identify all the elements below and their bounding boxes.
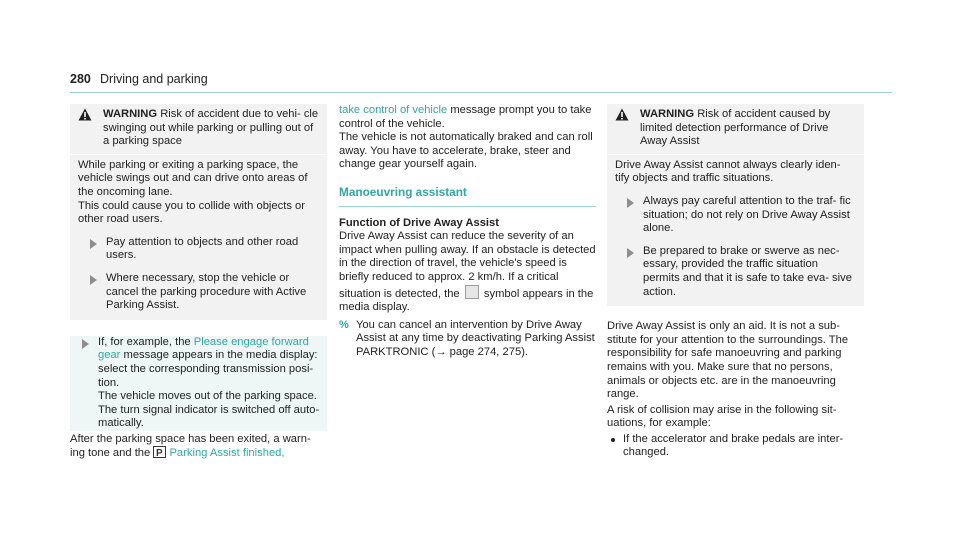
step-text: Be prepared to brake or swerve as nec- essary, provided the traffic situation permits and that it is safe to take eva- sive action.: [643, 244, 852, 298]
paragraph: [339, 230, 596, 315]
paragraph-text: Drive Away Assist can reduce the severity of an impact when pulling away. If an obstacle is detected in the direction of travel, the vehicle's speed is briefly reduced to approx. 2 km/h. If a critical situation is detected, the: [339, 230, 596, 300]
divider: [607, 154, 864, 155]
step-text: Where necessary, stop the vehicle or cancel the parking procedure with Active Parking Assist.: [106, 271, 307, 312]
warning-triangle-icon: [615, 108, 629, 121]
display-message-link: Please engage forward gear: [98, 335, 309, 362]
warning-heading: [615, 108, 856, 149]
paragraph-text: symbol appears in the media display.: [339, 287, 594, 314]
list-item: [607, 433, 864, 460]
page-number: 280: [70, 72, 91, 86]
page-header: [70, 70, 892, 93]
list-item-text: If the accelerator and brake pedals are inter- changed.: [623, 432, 844, 459]
warning-body: This could cause you to collide with objects or other road users.: [78, 199, 305, 226]
step-text: The vehicle moves out of the parking space. The turn signal indicator is switched off auto- matically.: [98, 390, 320, 430]
paragraph: [339, 104, 596, 172]
warning-body: Drive Away Assist cannot always clearly iden- tify objects and traffic situations.: [615, 158, 841, 185]
warning-title: Risk of accident due to vehi- cle swinging out while parking or pulling out of a parking space: [103, 108, 319, 148]
warning-step: [615, 195, 856, 236]
arrow-right-icon: [90, 239, 97, 249]
note: [339, 319, 596, 360]
bullet-icon: [611, 438, 615, 442]
paragraph: A risk of collision may arise in the following sit- uations, for example:: [607, 403, 837, 430]
warning-title: Risk of accident caused by limited detection performance of Drive Away Assist: [640, 108, 831, 148]
warning-box: [70, 104, 327, 320]
note-text: You can cancel an intervention by Drive Away Assist at any time by deactivating Parking Assist PARKTRONIC (→ page 274, 275).: [356, 318, 595, 358]
section-heading: Manoeuvring assistant: [339, 186, 596, 207]
arrow-right-icon: [627, 198, 634, 208]
column-3: [607, 104, 864, 460]
warning-label: WARNING: [103, 108, 158, 120]
subsection-heading: Function of Drive Away Assist: [339, 216, 499, 229]
column-1: [70, 104, 327, 461]
warning-body: While parking or exiting a parking space, the vehicle swings out and can drive onto areas of the oncoming lane.: [78, 158, 308, 198]
step-text: Pay attention to objects and other road users.: [106, 235, 299, 262]
divider: [70, 154, 327, 155]
arrow-right-icon: [82, 339, 89, 349]
display-message-link: Parking Assist finished,: [169, 447, 285, 460]
warning-label: WARNING: [640, 108, 695, 120]
note-icon: %: [339, 318, 349, 331]
paragraph-text: The vehicle is not automatically braked and can roll away. You have to accelerate, brake, steer and change gear yourself again.: [339, 131, 593, 171]
warning-triangle-icon: [78, 108, 92, 121]
parking-assist-icon: [153, 446, 166, 458]
warning-heading: [78, 108, 319, 149]
warning-step: [78, 272, 319, 313]
step-text: message appears in the media display: select the corresponding transmission posi- tion.: [98, 349, 318, 389]
paragraph-text: message prompt you to take control of the vehicle.: [339, 104, 592, 130]
warning-step: [78, 236, 319, 263]
step-text: If, for example, the: [98, 335, 191, 348]
paragraph-text: After the parking space has been exited, a warn- ing tone and the: [70, 432, 311, 460]
drive-away-assist-icon: [465, 285, 479, 299]
paragraph: [70, 433, 327, 461]
paragraph: Drive Away Assist is only an aid. It is not a sub- stitute for your attention to the surroundings. The responsibility for safe manoeuvring and parking remains with you. Make sure that no persons, animals or objects etc. are in the manoeuvring range.: [607, 320, 849, 401]
display-message-link: take control of vehicle: [339, 104, 448, 116]
instruction-step: [70, 336, 327, 431]
arrow-right-icon: [627, 248, 634, 258]
column-2: [339, 104, 596, 360]
svg-text:P: P: [156, 448, 164, 459]
page-title: Driving and parking: [100, 72, 208, 86]
step-text: Always pay careful attention to the traf- fic situation; do not rely on Drive Away Assist alone.: [643, 194, 851, 235]
warning-step: [615, 245, 856, 299]
warning-box: [607, 104, 864, 306]
arrow-right-icon: [90, 275, 97, 285]
